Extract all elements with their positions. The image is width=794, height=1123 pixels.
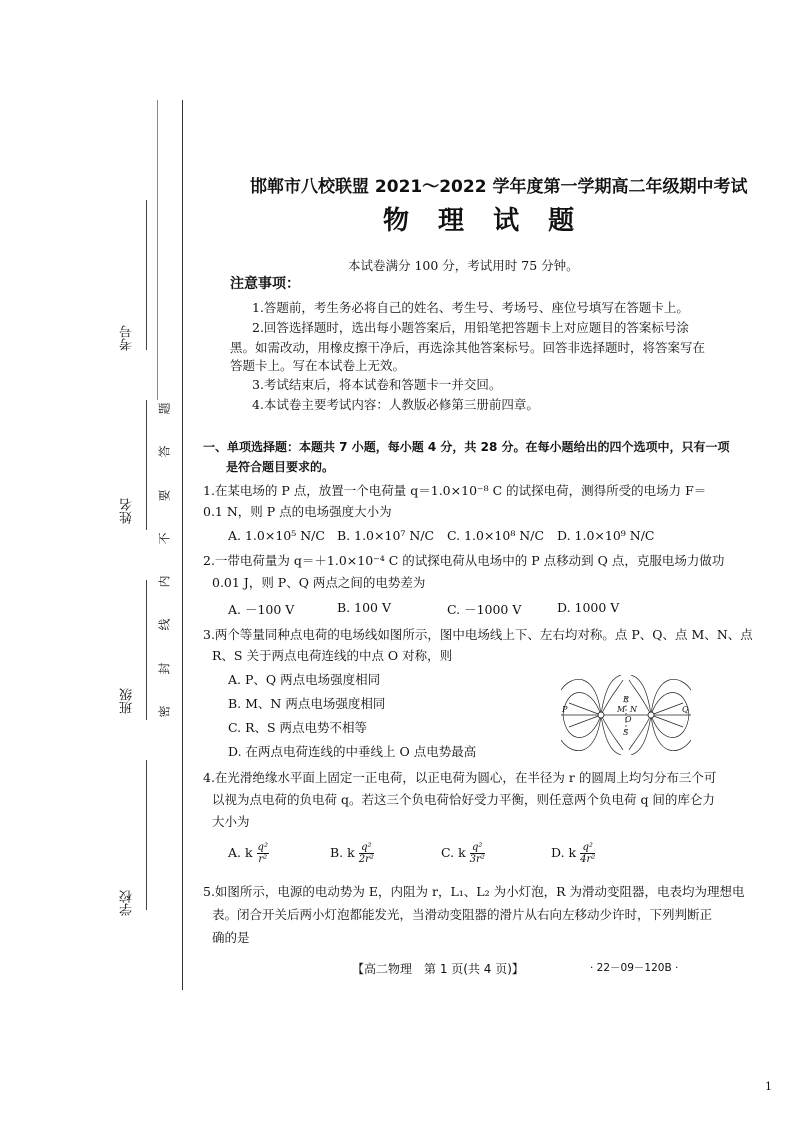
- seal-char: 题: [157, 402, 172, 415]
- seal-char: 内: [157, 575, 172, 588]
- note-item: 4.本试卷主要考试内容：人教版必修第三册前四章。: [252, 397, 539, 412]
- page-footer-code: · 22－09－120B ·: [590, 962, 679, 974]
- name-underline: [146, 400, 147, 530]
- q2-option-b: B. 100 V: [337, 600, 391, 615]
- school-underline: [146, 760, 147, 910]
- fraction: [580, 842, 595, 865]
- seal-char: 不: [157, 532, 172, 545]
- seal-char: 答: [157, 445, 172, 458]
- exam-no-underline: [146, 200, 147, 350]
- fraction: [470, 842, 485, 865]
- class-label: 班级: [120, 688, 135, 714]
- q1-stem-cont: 0.1 N，则 P 点的电场强度大小为: [203, 504, 392, 519]
- note-item: 黑。如需改动，用橡皮擦干净后，再选涂其他答案标号。回答非选择题时，将答案写在: [230, 340, 706, 355]
- note-item: 答题卡上。写在本试卷上无效。: [230, 358, 406, 373]
- q2-option-a: A. －100 V: [228, 602, 295, 617]
- denominator: r²: [258, 854, 268, 865]
- subject-title: 物 理 试 题: [383, 206, 585, 236]
- q3-option-b: B. M、N 两点电场强度相同: [228, 696, 386, 711]
- fig-label-n: N: [630, 705, 637, 714]
- notes-heading: 注意事项：: [230, 276, 300, 292]
- fig-label-m: M: [617, 705, 626, 714]
- note-item: 3.考试结束后，将本试卷和答题卡一并交回。: [252, 377, 502, 392]
- q1-option-d: D. 1.0×10⁹ N/C: [557, 528, 655, 543]
- q3-option-a: A. P、Q 两点电场强度相同: [228, 672, 381, 687]
- fraction: [359, 842, 374, 865]
- q2-option-d: D. 1000 V: [557, 600, 620, 615]
- q3-option-c: C. R、S 两点电势不相等: [228, 720, 368, 735]
- q5-stem-cont: 确的是: [212, 930, 250, 945]
- class-underline: [146, 580, 147, 720]
- fig-label-r: R: [623, 695, 630, 704]
- q2-stem-cont: 0.01 J，则 P、Q 两点之间的电势差为: [212, 575, 426, 590]
- numerator: q²: [580, 842, 595, 854]
- denominator: 3r²: [469, 854, 485, 865]
- q3-stem-cont: R、S 关于两点电荷连线的中点 O 对称，则: [212, 648, 453, 663]
- note-item: 1.答题前，考生务必将自己的姓名、考生号、考场号、座位号填写在答题卡上。: [252, 300, 689, 315]
- name-label: 姓名: [120, 498, 135, 524]
- q4-option-c: [441, 842, 485, 865]
- exam-title: 邯郸市八校联盟 2021～2022 学年度第一学期高二年级期中考试: [250, 177, 748, 197]
- q1-option-b: B. 1.0×10⁷ N/C: [337, 528, 435, 543]
- option-letter: C. k: [441, 845, 466, 860]
- option-letter: D. k: [551, 845, 577, 860]
- section-heading: 一、单项选择题：本题共 7 小题，每小题 4 分，共 28 分。在每小题给出的四个选项中，只有一项: [203, 440, 730, 454]
- seal-char: 要: [157, 489, 172, 502]
- fig-label-q: Q: [682, 705, 689, 714]
- q1-stem: 1.在某电场的 P 点，放置一个电荷量 q＝1.0×10⁻⁸ C 的试探电荷，测得所受的电场力 F＝: [203, 483, 707, 498]
- seal-char: 封: [157, 662, 172, 675]
- denominator: 4r²: [580, 854, 596, 865]
- binding-line-inner: [157, 100, 158, 400]
- exam-no-label: 考号: [120, 325, 135, 351]
- seal-line-notice: [158, 400, 170, 720]
- page-number: 1: [765, 1080, 772, 1093]
- fig-label-o: O: [625, 715, 632, 724]
- q5-stem: 5.如图所示，电源的电动势为 E，内阻为 r，L₁、L₂ 为小灯泡，R 为滑动变阻器，电表均为理想电: [203, 884, 745, 899]
- q3-stem: 3.两个等量同种点电荷的电场线如图所示，图中电场线上下、左右均对称。点 P、Q、点 M、N、点: [203, 627, 753, 642]
- q1-option-c: C. 1.0×10⁸ N/C: [447, 528, 545, 543]
- fig-label-s: S: [623, 728, 629, 737]
- numerator: q²: [359, 842, 374, 854]
- school-label: 学校: [120, 890, 135, 916]
- denominator: 2r²: [358, 854, 374, 865]
- q4-option-a: [228, 842, 269, 865]
- note-item: 2.回答选择题时，选出每小题答案后，用铅笔把答题卡上对应题目的答案标号涂: [252, 320, 689, 335]
- fig-label-p: P: [562, 705, 568, 714]
- q2-stem: 2.一带电荷量为 q＝＋1.0×10⁻⁴ C 的试探电荷从电场中的 P 点移动到 Q 点，克服电场力做功: [203, 553, 725, 568]
- option-letter: A. k: [228, 845, 253, 860]
- q4-stem: 4.在光滑绝缘水平面上固定一正电荷，以正电荷为圆心，在半径为 r 的圆周上均匀分布三个可: [203, 770, 717, 785]
- binding-line-outer: [182, 100, 183, 990]
- q4-option-d: [551, 842, 595, 865]
- section-heading-cont: 是符合题目要求的。: [226, 460, 335, 474]
- q5-stem-cont: 表。闭合开关后两小灯泡都能发光，当滑动变阻器的滑片从右向左移动少许时，下列判断正: [212, 907, 713, 922]
- seal-char: 密: [157, 705, 172, 718]
- page-footer-label: 【高二物理 第 1 页(共 4 页)】: [352, 962, 524, 976]
- numerator: q²: [470, 842, 485, 854]
- q1-option-a: A. 1.0×10⁵ N/C: [228, 528, 325, 543]
- seal-char: 线: [157, 618, 172, 631]
- q4-stem-cont: 以视为点电荷的负电荷 q。若这三个负电荷恰好受力平衡，则任意两个负电荷 q 间的库仑力: [212, 792, 715, 807]
- numerator: q²: [257, 842, 268, 853]
- fraction: [257, 842, 269, 865]
- exam-info: 本试卷满分 100 分，考试用时 75 分钟。: [348, 258, 579, 273]
- q4-option-b: [330, 842, 374, 865]
- q4-stem-cont: 大小为: [212, 814, 250, 829]
- q2-option-c: C. －1000 V: [447, 602, 522, 617]
- electric-field-lines-figure: [561, 675, 691, 755]
- option-letter: B. k: [330, 845, 355, 860]
- q3-option-d: D. 在两点电荷连线的中垂线上 O 点电势最高: [228, 744, 477, 759]
